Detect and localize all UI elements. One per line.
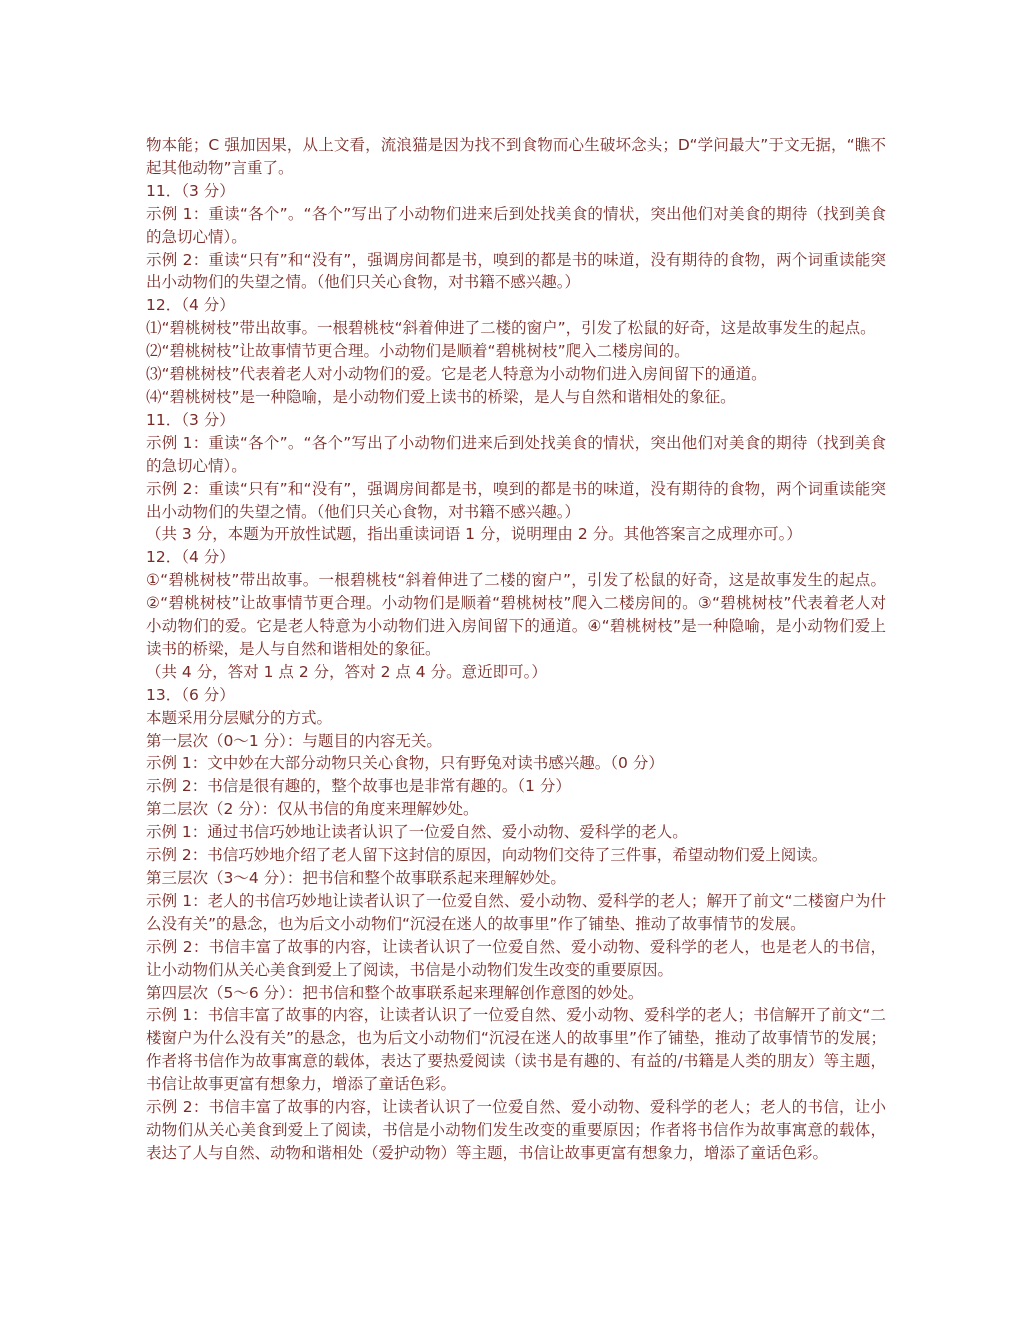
question-heading: 12．（4 分） xyxy=(146,548,235,567)
answer-paragraph: ①“碧桃树枝”带出故事。一根碧桃枝“斜着伸进了二楼的窗户”，引发了松鼠的好奇，这是故事发生的起点。②“碧桃树枝”让故事情节更合理。小动物们是顺着“碧桃树枝”爬入二楼房间的。③“碧桃树枝”代表着老人对小动物们的爱。它是老人特意为小动物们进入房间留下的通道。④“碧桃树枝”是一种隐喻，是小动物们爱上读书的桥梁，是人与自然和谐相处的象征。 xyxy=(146,571,886,658)
answer-paragraph: 示例 1：重读“各个”。“各个”写出了小动物们进来后到处找美食的情状，突出他们对美食的期待（找到美食的急切心情）。 xyxy=(146,433,886,475)
answer-key-page xyxy=(146,134,886,1165)
question-heading: 13．（6 分） xyxy=(146,685,235,704)
answer-paragraph: 示例 1：通过书信巧妙地让读者认识了一位爱自然、爱小动物、爱科学的老人。 xyxy=(146,823,688,842)
level-heading: 第一层次（0～1 分）：与题目的内容无关。 xyxy=(146,731,442,750)
question-heading: 11．（3 分） xyxy=(146,181,235,200)
answer-paragraph: 示例 2：书信是很有趣的，整个故事也是非常有趣的。（1 分） xyxy=(146,777,571,796)
scoring-note: （共 3 分，本题为开放性试题，指出重读词语 1 分，说明理由 2 分。其他答案言之成理亦可。） xyxy=(146,525,802,544)
answer-paragraph: 示例 1：文中妙在大部分动物只关心食物，只有野兔对读书感兴趣。（0 分） xyxy=(146,754,664,773)
answer-paragraph: 本题采用分层赋分的方式。 xyxy=(146,708,333,727)
level-heading: 第二层次（2 分）：仅从书信的角度来理解妙处。 xyxy=(146,800,479,819)
question-heading: 12．（4 分） xyxy=(146,296,235,315)
level-heading: 第四层次（5～6 分）：把书信和整个故事联系起来理解创作意图的妙处。 xyxy=(146,983,644,1002)
scoring-note: （共 4 分，答对 1 点 2 分，答对 2 点 4 分。意近即可。） xyxy=(146,662,547,681)
answer-paragraph: 示例 2：书信巧妙地介绍了老人留下这封信的原因，向动物们交待了三件事，希望动物们爱上阅读。 xyxy=(146,846,828,865)
answer-paragraph: ⑶“碧桃树枝”代表着老人对小动物们的爱。它是老人特意为小动物们进入房间留下的通道。 xyxy=(146,365,767,384)
answer-paragraph: 示例 2：书信丰富了故事的内容，让读者认识了一位爱自然、爱小动物、爱科学的老人；老人的书信，让小动物们从关心美食到爱上了阅读，书信是小动物们发生改变的重要原因；作者将书信作为故事寓意的载体，表达了人与自然、动物和谐相处（爱护动物）等主题，书信让故事更富有想象力，增添了童话色彩。 xyxy=(146,1098,886,1162)
answer-paragraph: 示例 2：书信丰富了故事的内容，让读者认识了一位爱自然、爱小动物、爱科学的老人，也是老人的书信，让小动物们从关心美食到爱上了阅读，书信是小动物们发生改变的重要原因。 xyxy=(146,937,886,979)
answer-paragraph: ⑴“碧桃树枝”带出故事。一根碧桃枝“斜着伸进了二楼的窗户”，引发了松鼠的好奇，这是故事发生的起点。 xyxy=(146,319,876,338)
answer-paragraph: 示例 2：重读“只有”和“没有”，强调房间都是书，嗅到的都是书的味道，没有期待的食物，两个词重读能突出小动物们的失望之情。（他们只关心食物，对书籍不感兴趣。） xyxy=(146,250,886,292)
question-heading: 11．（3 分） xyxy=(146,410,235,429)
answer-paragraph: 示例 2：重读“只有”和“没有”，强调房间都是书，嗅到的都是书的味道，没有期待的食物，两个词重读能突出小动物们的失望之情。（他们只关心食物，对书籍不感兴趣。） xyxy=(146,479,886,521)
answer-paragraph: 示例 1：重读“各个”。“各个”写出了小动物们进来后到处找美食的情状，突出他们对美食的期待（找到美食的急切心情）。 xyxy=(146,204,886,246)
answer-paragraph: ⑵“碧桃树枝”让故事情节更合理。小动物们是顺着“碧桃树枝”爬入二楼房间的。 xyxy=(146,342,690,361)
answer-paragraph: ⑷“碧桃树枝”是一种隐喻，是小动物们爱上读书的桥梁，是人与自然和谐相处的象征。 xyxy=(146,387,736,406)
answer-paragraph: 物本能；C 强加因果，从上文看，流浪猫是因为找不到食物而心生破坏念头；D“学问最大”于文无据，“瞧不起其他动物”言重了。 xyxy=(146,136,886,177)
answer-paragraph: 示例 1：书信丰富了故事的内容，让读者认识了一位爱自然、爱小动物、爱科学的老人；书信解开了前文“二楼窗户为什么没有关”的悬念，也为后文小动物们“沉浸在迷人的故事里”作了铺垫，推动了故事情节的发展；作者将书信作为故事寓意的载体，表达了要热爱阅读（读书是有趣的、有益的/书籍是人类的朋友）等主题，书信让故事更富有想象力，增添了童话色彩。 xyxy=(146,1006,886,1094)
level-heading: 第三层次（3～4 分）：把书信和整个故事联系起来理解妙处。 xyxy=(146,869,566,887)
answer-paragraph: 示例 1：老人的书信巧妙地让读者认识了一位爱自然、爱小动物、爱科学的老人；解开了前文“二楼窗户为什么没有关”的悬念，也为后文小动物们“沉浸在迷人的故事里”作了铺垫、推动了故事情节的发展。 xyxy=(146,891,886,933)
